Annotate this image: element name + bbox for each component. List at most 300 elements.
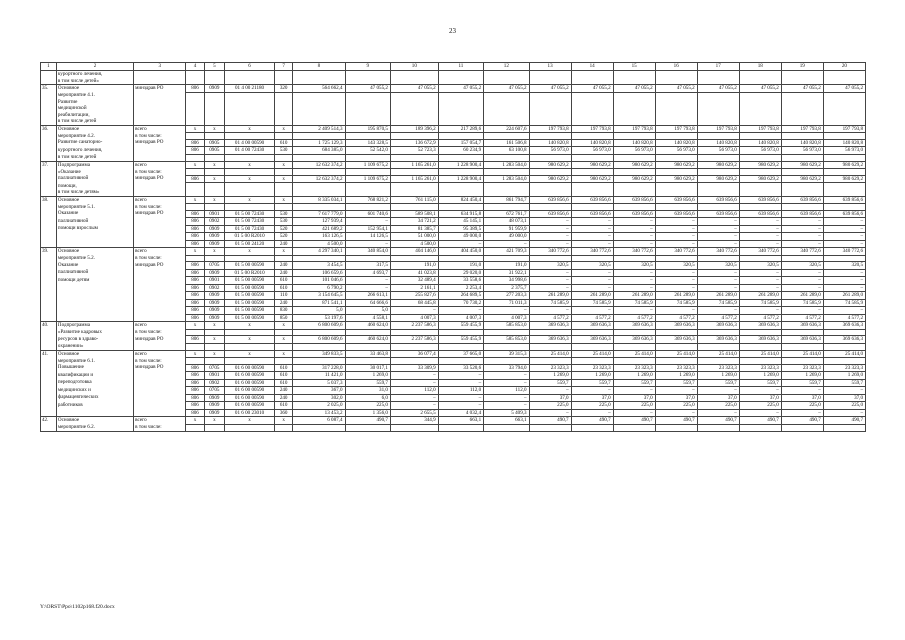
program-name-cell: Развитие санаторно- [56, 139, 133, 147]
table-cell: 6 087,4 [293, 417, 345, 425]
program-name-cell: Повышение [56, 364, 133, 372]
program-name-cell [56, 292, 133, 300]
table-cell [186, 78, 204, 85]
table-cell: х [186, 248, 204, 256]
executor-cell: минздрав РО [134, 262, 186, 270]
table-cell [225, 343, 275, 350]
table-cell: – [739, 409, 781, 417]
table-cell [438, 189, 483, 196]
executor-cell: в том числе: [134, 169, 186, 176]
table-cell: 01 5 00 72430 [225, 210, 275, 218]
table-cell [293, 343, 345, 350]
table-cell: 0909 [204, 292, 224, 300]
table-cell: 0705 [204, 364, 224, 372]
table-row [41, 307, 866, 315]
table-cell: 240 [275, 394, 293, 402]
table-cell: 559,7 [613, 379, 655, 387]
table-cell: 806 [186, 262, 204, 270]
table-cell: – [739, 387, 781, 395]
table-cell [781, 154, 823, 161]
table-cell: 1 269,0 [529, 372, 571, 380]
table-cell [697, 118, 739, 125]
table-cell: 3 154 645,5 [293, 292, 345, 300]
table-cell: 140 820,8 [571, 139, 613, 147]
table-cell: 23 323,3 [823, 364, 865, 372]
program-name-cell [56, 314, 133, 322]
program-name-cell: Основное [56, 125, 133, 133]
table-row [41, 240, 866, 248]
table-cell: 320,5 [739, 262, 781, 270]
table-cell [345, 189, 390, 196]
table-cell: – [529, 233, 571, 241]
table-cell [823, 189, 865, 196]
table-cell: – [655, 307, 697, 315]
table-cell: 663,1 [438, 417, 483, 425]
table-cell [823, 118, 865, 125]
table-cell: 197 793,8 [655, 125, 697, 133]
executor-cell [134, 71, 186, 78]
executor-cell: в том числе: [134, 204, 186, 211]
column-header-11: 11 [438, 63, 483, 71]
table-cell [697, 78, 739, 85]
table-cell: 0909 [204, 85, 224, 93]
table-cell: – [739, 284, 781, 292]
executor-cell: всего [134, 350, 186, 358]
table-cell: – [697, 218, 739, 226]
table-cell [225, 424, 275, 431]
table-cell: 197 793,8 [781, 125, 823, 133]
executor-cell: минздрав РО [134, 175, 186, 183]
table-row [41, 161, 866, 169]
table-cell: 163 126,5 [293, 233, 345, 241]
table-cell [186, 189, 204, 196]
column-header-20: 20 [823, 63, 865, 71]
table-cell [293, 78, 345, 85]
table-cell: 01 5 00 00590 [225, 262, 275, 270]
table-cell: 261 289,0 [697, 292, 739, 300]
table-cell [293, 189, 345, 196]
program-name-cell: реабилитации, [56, 112, 133, 119]
table-cell: 369 636,3 [823, 322, 865, 330]
column-header-1: 1 [41, 63, 57, 71]
table-cell [823, 154, 865, 161]
table-cell: – [529, 387, 571, 395]
table-cell: 12 632 374,2 [293, 161, 345, 169]
page-number: 23 [449, 27, 456, 35]
table-cell: 0909 [204, 402, 224, 410]
table-cell: – [697, 240, 739, 248]
table-cell: 340 772,6 [739, 248, 781, 256]
table-cell: – [613, 218, 655, 226]
table-cell: 980 629,2 [529, 175, 571, 183]
table-cell: 140 820,8 [781, 139, 823, 147]
table-cell: 23 323,3 [529, 364, 571, 372]
table-cell: 157 054,7 [438, 139, 483, 147]
table-cell: 37,0 [823, 394, 865, 402]
executor-cell [134, 379, 186, 387]
table-cell: 639 856,6 [823, 196, 865, 204]
table-cell: 369 636,3 [571, 322, 613, 330]
table-cell: – [781, 277, 823, 285]
table-cell [204, 424, 224, 431]
table-cell: 768 821,2 [345, 196, 390, 204]
table-cell: – [655, 409, 697, 417]
table-cell: 140 820,8 [613, 139, 655, 147]
table-cell: 639 856,6 [781, 210, 823, 218]
table-cell: 806 [186, 85, 204, 93]
table-cell: 639 856,6 [823, 210, 865, 218]
table-cell: 610 [275, 284, 293, 292]
table-cell: 360 [275, 409, 293, 417]
table-cell: 490,7 [655, 417, 697, 425]
table-cell: 4 558,1 [345, 314, 390, 322]
table-cell: 2 161,1 [390, 284, 438, 292]
table-row [41, 394, 866, 402]
table-cell: 8 335 034,1 [293, 196, 345, 204]
table-cell: 340 772,6 [655, 248, 697, 256]
table-cell: – [739, 240, 781, 248]
table-cell: 34 721,2 [390, 218, 438, 226]
table-cell: – [484, 402, 529, 410]
table-cell [613, 189, 655, 196]
table-row [41, 139, 866, 147]
row-number-cell [41, 277, 57, 285]
table-cell: 264 689,5 [438, 292, 483, 300]
table-cell: – [484, 394, 529, 402]
table-cell: 302,0 [293, 394, 345, 402]
program-name-cell: фармацевтических [56, 394, 133, 402]
table-cell: – [697, 225, 739, 233]
table-cell: 4 577,2 [697, 314, 739, 322]
executor-cell: минздрав РО [134, 85, 186, 93]
table-cell: 639 856,6 [529, 196, 571, 204]
table-cell [739, 154, 781, 161]
table-cell: 47 055,2 [655, 85, 697, 93]
row-number-cell [41, 233, 57, 241]
table-row [41, 372, 866, 380]
table-row [41, 322, 866, 330]
table-cell: – [823, 269, 865, 277]
table-cell: 490,7 [613, 417, 655, 425]
table-cell: 0909 [204, 394, 224, 402]
table-cell: 610 [275, 379, 293, 387]
table-cell: 70 730,2 [438, 299, 483, 307]
row-number-cell [41, 343, 57, 350]
table-cell [781, 78, 823, 85]
table-cell [275, 78, 293, 85]
table-cell: 56 973,0 [571, 147, 613, 155]
program-name-cell [56, 284, 133, 292]
table-cell: 0909 [204, 225, 224, 233]
program-name-cell: Основное [56, 417, 133, 425]
table-cell: – [571, 409, 613, 417]
table-cell [697, 71, 739, 78]
table-cell: 12 632 374,2 [293, 175, 345, 183]
table-cell: 320,5 [571, 262, 613, 270]
table-cell [529, 424, 571, 431]
table-cell: 320,5 [781, 262, 823, 270]
table-cell: – [345, 218, 390, 226]
table-cell: 266 613,1 [345, 292, 390, 300]
table-cell: х [204, 125, 224, 133]
row-number-cell [41, 240, 57, 248]
table-cell: 530 [275, 210, 293, 218]
table-cell: 806 [186, 394, 204, 402]
table-cell [571, 343, 613, 350]
row-number-cell: 38. [41, 196, 57, 204]
table-cell: 320,5 [823, 262, 865, 270]
executor-cell [134, 387, 186, 395]
row-number-cell [41, 336, 57, 344]
table-cell: – [571, 225, 613, 233]
table-cell: 490,7 [571, 417, 613, 425]
table-cell: 01 6 00 00590 [225, 387, 275, 395]
table-cell: 369 636,3 [571, 336, 613, 344]
table-cell [186, 71, 204, 78]
table-cell: 4 032,4 [438, 409, 483, 417]
executor-cell: всего [134, 417, 186, 425]
table-cell: 74 585,9 [529, 299, 571, 307]
table-cell: 601 740,6 [345, 210, 390, 218]
table-cell: х [225, 196, 275, 204]
table-cell: – [613, 269, 655, 277]
table-cell: 14 126,5 [345, 233, 390, 241]
table-cell: – [655, 233, 697, 241]
table-cell: 340 854,0 [345, 248, 390, 256]
program-name-cell [56, 240, 133, 248]
column-header-8: 8 [293, 63, 345, 71]
table-cell: – [613, 284, 655, 292]
executor-cell: всего [134, 248, 186, 256]
table-cell: 559 455,9 [438, 336, 483, 344]
table-cell: 56 973,0 [697, 147, 739, 155]
table-cell: 255 827,6 [390, 292, 438, 300]
table-cell: 01 5 00 00590 [225, 277, 275, 285]
executor-cell: минздрав РО [134, 364, 186, 372]
column-header-3: 3 [134, 63, 186, 71]
table-cell [390, 343, 438, 350]
table-cell: 191,0 [484, 262, 529, 270]
table-cell: х [225, 248, 275, 256]
table-cell: 261 289,0 [823, 292, 865, 300]
table-cell: 1 269,0 [697, 372, 739, 380]
table-cell: х [186, 350, 204, 358]
table-cell: 5 037,3 [293, 379, 345, 387]
program-name-cell: паллиативной [56, 218, 133, 226]
table-cell: х [275, 417, 293, 425]
program-name-cell: медицинской [56, 105, 133, 112]
column-header-9: 9 [345, 63, 390, 71]
table-cell: 0901 [204, 210, 224, 218]
table-cell: 980 629,2 [655, 161, 697, 169]
table-cell: 33 309,9 [390, 364, 438, 372]
table-cell: 01 6 00 00590 [225, 402, 275, 410]
row-number-cell [41, 154, 57, 161]
table-cell: 4 577,2 [739, 314, 781, 322]
table-cell: х [204, 175, 224, 183]
row-number-cell [41, 284, 57, 292]
table-cell: 240 [275, 387, 293, 395]
table-cell: – [571, 387, 613, 395]
table-cell [390, 71, 438, 78]
table-cell: 74 585,9 [781, 299, 823, 307]
table-cell: – [613, 307, 655, 315]
table-cell [823, 71, 865, 78]
table-cell: 806 [186, 233, 204, 241]
table-cell: 152 954,1 [345, 225, 390, 233]
table-cell: 112,0 [438, 387, 483, 395]
table-cell: 980 629,2 [697, 175, 739, 183]
table-cell: – [529, 307, 571, 315]
table-cell: 980 629,2 [823, 175, 865, 183]
table-cell: 37,0 [655, 394, 697, 402]
row-number-cell [41, 189, 57, 196]
document-path-footer: Y:\ORST\Ppo\1102p168.f20.docx [40, 604, 115, 610]
table-cell: 4 500,0 [293, 240, 345, 248]
table-cell: 240 [275, 240, 293, 248]
row-number-cell [41, 139, 57, 147]
table-cell [345, 118, 390, 125]
table-cell [293, 154, 345, 161]
table-cell: 6 800 609,6 [293, 336, 345, 344]
program-name-cell: охранении» [56, 343, 133, 350]
table-cell: – [697, 233, 739, 241]
table-cell: 806 [186, 364, 204, 372]
row-number-cell [41, 364, 57, 372]
row-number-cell [41, 225, 57, 233]
table-cell: 639 856,6 [739, 196, 781, 204]
table-cell: 369 636,3 [739, 322, 781, 330]
table-cell [613, 71, 655, 78]
program-name-cell: Оказание [56, 262, 133, 270]
table-cell: 806 [186, 307, 204, 315]
table-cell: 51 000,0 [390, 233, 438, 241]
table-cell: 91 959,9 [484, 225, 529, 233]
table-cell: 0901 [204, 277, 224, 285]
table-cell: х [204, 248, 224, 256]
row-number-cell [41, 314, 57, 322]
row-number-cell: 35. [41, 85, 57, 93]
table-cell: 47 055,2 [484, 85, 529, 93]
budget-table-container [40, 62, 866, 432]
executor-cell [134, 225, 186, 233]
table-cell [739, 78, 781, 85]
table-cell: 806 [186, 284, 204, 292]
table-cell: 197 793,8 [571, 125, 613, 133]
executor-cell [134, 292, 186, 300]
table-cell: 197 793,8 [613, 125, 655, 133]
table-cell: 140 820,8 [655, 139, 697, 147]
column-number-header-row [41, 63, 866, 71]
table-cell: х [275, 336, 293, 344]
table-cell: 47 055,2 [697, 85, 739, 93]
table-cell: 806 [186, 175, 204, 183]
table-cell: 63 100,8 [484, 147, 529, 155]
table-cell [293, 71, 345, 78]
table-cell: 4 693,7 [345, 269, 390, 277]
table-cell [438, 154, 483, 161]
row-number-cell [41, 218, 57, 226]
table-cell: 1 269,0 [739, 372, 781, 380]
table-cell [781, 189, 823, 196]
table-row [41, 350, 866, 358]
program-name-cell [56, 299, 133, 307]
table-row [41, 387, 866, 395]
table-cell [390, 154, 438, 161]
table-cell [484, 343, 529, 350]
table-row [41, 343, 866, 350]
table-cell: 01 5 00 00590 [225, 314, 275, 322]
executor-cell [134, 78, 186, 85]
executor-cell: в том числе: [134, 358, 186, 365]
table-cell: 277 203,3 [484, 292, 529, 300]
table-cell: – [390, 402, 438, 410]
table-cell: – [739, 233, 781, 241]
table-row [41, 424, 866, 431]
table-cell: 106 659,6 [293, 269, 345, 277]
table-row [41, 409, 866, 417]
table-cell: 01 5 00 00590 [225, 307, 275, 315]
table-cell: 0909 [204, 240, 224, 248]
executor-cell [134, 218, 186, 226]
table-cell: 47 055,2 [529, 85, 571, 93]
table-cell [655, 189, 697, 196]
table-cell: 610 [275, 277, 293, 285]
table-cell: 317,5 [345, 262, 390, 270]
table-cell: – [529, 284, 571, 292]
table-cell: 490,7 [529, 417, 571, 425]
table-cell [781, 343, 823, 350]
table-cell: 490,7 [697, 417, 739, 425]
table-cell: 1 356,0 [345, 409, 390, 417]
table-cell [571, 424, 613, 431]
table-cell: 01 6 00 00590 [225, 364, 275, 372]
table-cell: – [655, 284, 697, 292]
table-cell: 806 [186, 240, 204, 248]
table-cell: 460 624,0 [345, 336, 390, 344]
table-cell: х [186, 417, 204, 425]
table-cell: – [484, 379, 529, 387]
table-cell: – [571, 233, 613, 241]
table-cell [438, 343, 483, 350]
table-cell: 64 666,6 [345, 299, 390, 307]
program-name-cell: помощи, [56, 183, 133, 190]
table-cell: 0905 [204, 147, 224, 155]
table-cell: 564 662,4 [293, 85, 345, 93]
program-name-cell: ресурсов в здраво- [56, 336, 133, 344]
table-cell: 806 [186, 139, 204, 147]
table-cell: 806 [186, 379, 204, 387]
table-cell [293, 118, 345, 125]
table-cell: – [484, 240, 529, 248]
table-cell: – [781, 240, 823, 248]
executor-cell: всего [134, 161, 186, 169]
table-cell: 25 414,0 [571, 350, 613, 358]
table-cell: – [529, 218, 571, 226]
table-cell: – [529, 269, 571, 277]
table-cell: 41 023,8 [390, 269, 438, 277]
column-header-2: 2 [56, 63, 133, 71]
table-cell: 23 323,3 [697, 364, 739, 372]
table-cell: 530 [275, 147, 293, 155]
table-cell: 01 5 00 00590 [225, 299, 275, 307]
table-cell [697, 189, 739, 196]
table-cell: 47 055,2 [823, 85, 865, 93]
table-cell: 320,5 [697, 262, 739, 270]
table-cell: 634 915,8 [438, 210, 483, 218]
table-cell: – [823, 240, 865, 248]
table-cell: 32 489,4 [390, 277, 438, 285]
